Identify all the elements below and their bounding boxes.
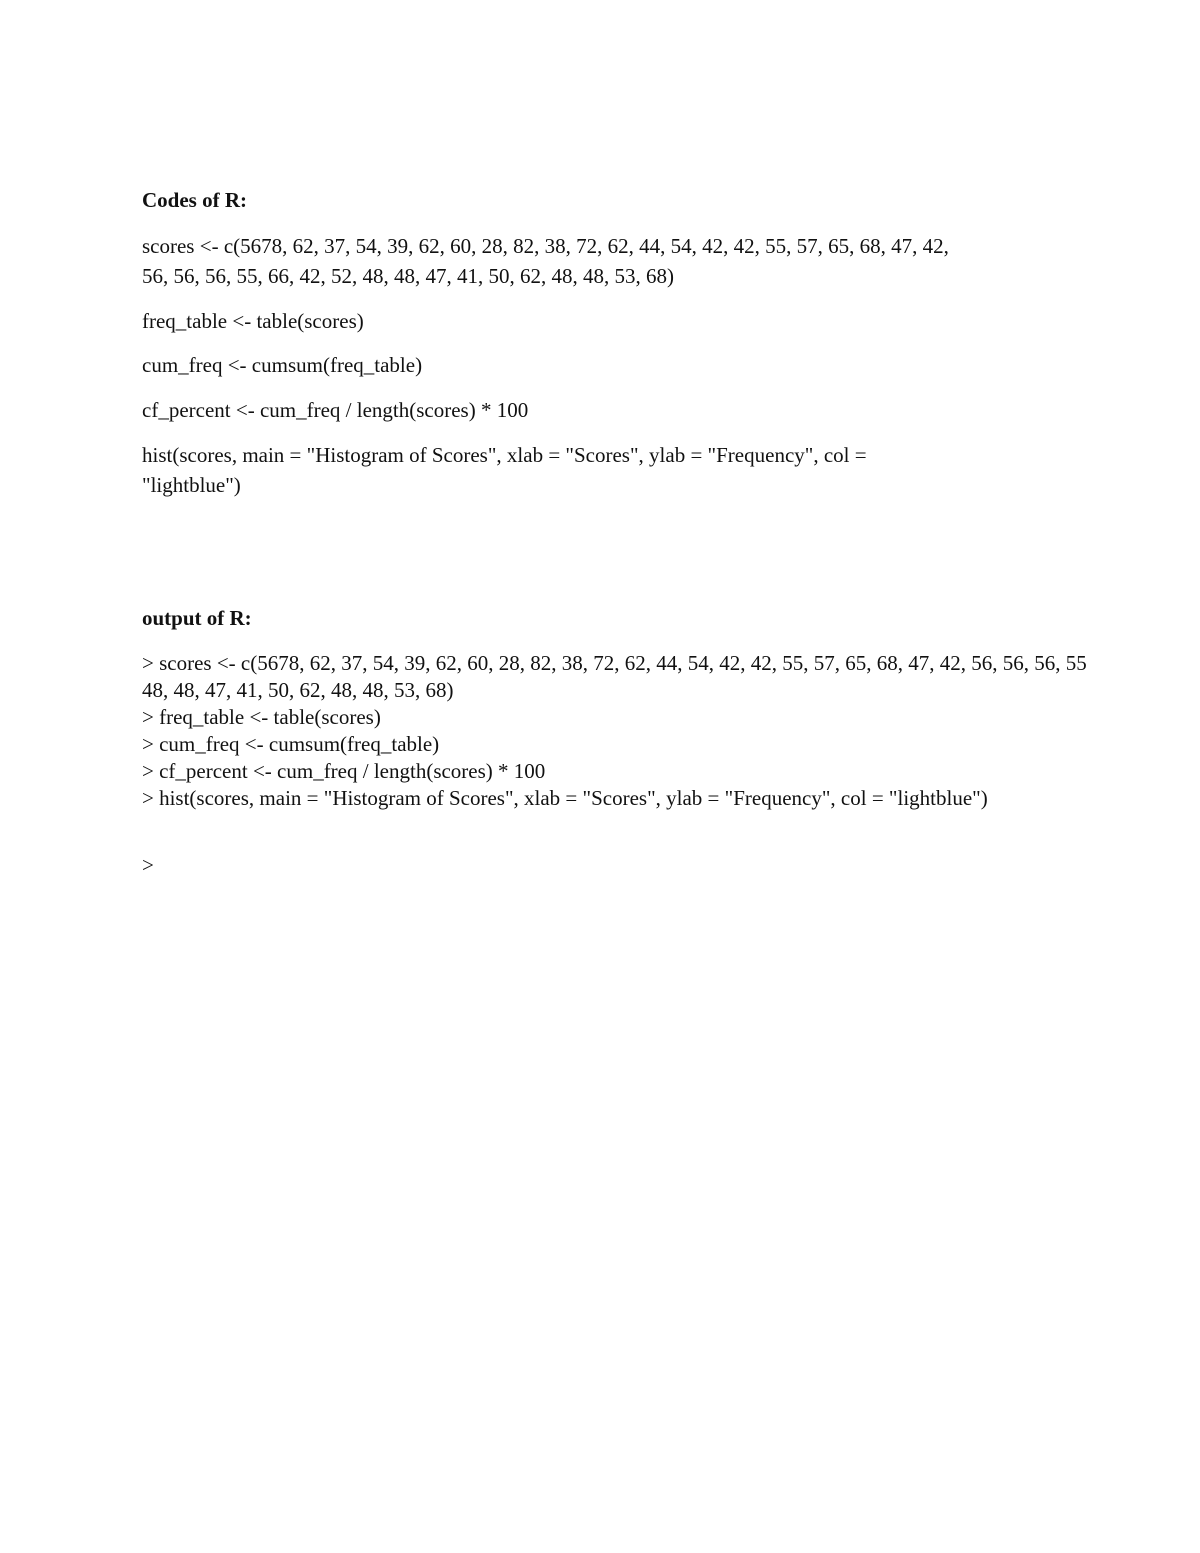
output-line-scores-1: > scores <- c(5678, 62, 37, 54, 39, 62, 60, 28, 82, 38, 72, 62, 44, 54, 42, 42, 55, 57, 65, 68, 47, 42, 56, 56, 56, 55 [142, 651, 1087, 675]
code-line-hist-1: hist(scores, main = "Histogram of Scores", xlab = "Scores", ylab = "Frequency", col = [142, 443, 867, 467]
output-line-hist: > hist(scores, main = "Histogram of Scores", xlab = "Scores", ylab = "Frequency", col = "lightblue") [142, 786, 988, 810]
output-line-freq-table: > freq_table <- table(scores) [142, 705, 381, 729]
code-line-cum-freq: cum_freq <- cumsum(freq_table) [142, 353, 423, 377]
code-line-freq-table: freq_table <- table(scores) [142, 309, 364, 333]
code-line-cf-percent: cf_percent <- cum_freq / length(scores) * 100 [142, 398, 529, 422]
output-prompt: > [142, 853, 154, 877]
code-line-scores-2: 56, 56, 56, 55, 66, 42, 52, 48, 48, 47, 41, 50, 62, 48, 48, 53, 68) [142, 264, 674, 288]
code-line-hist-2: "lightblue") [142, 473, 241, 497]
output-line-cf-percent: > cf_percent <- cum_freq / length(scores) * 100 [142, 759, 546, 783]
output-heading: output of R: [142, 606, 252, 630]
code-line-scores-1: scores <- c(5678, 62, 37, 54, 39, 62, 60, 28, 82, 38, 72, 62, 44, 54, 42, 42, 55, 57, 65, 68, 47, 42, [142, 234, 949, 258]
output-line-scores-2: 48, 48, 47, 41, 50, 62, 48, 48, 53, 68) [142, 678, 454, 702]
output-line-cum-freq: > cum_freq <- cumsum(freq_table) [142, 732, 440, 756]
codes-heading: Codes of R: [142, 188, 247, 212]
